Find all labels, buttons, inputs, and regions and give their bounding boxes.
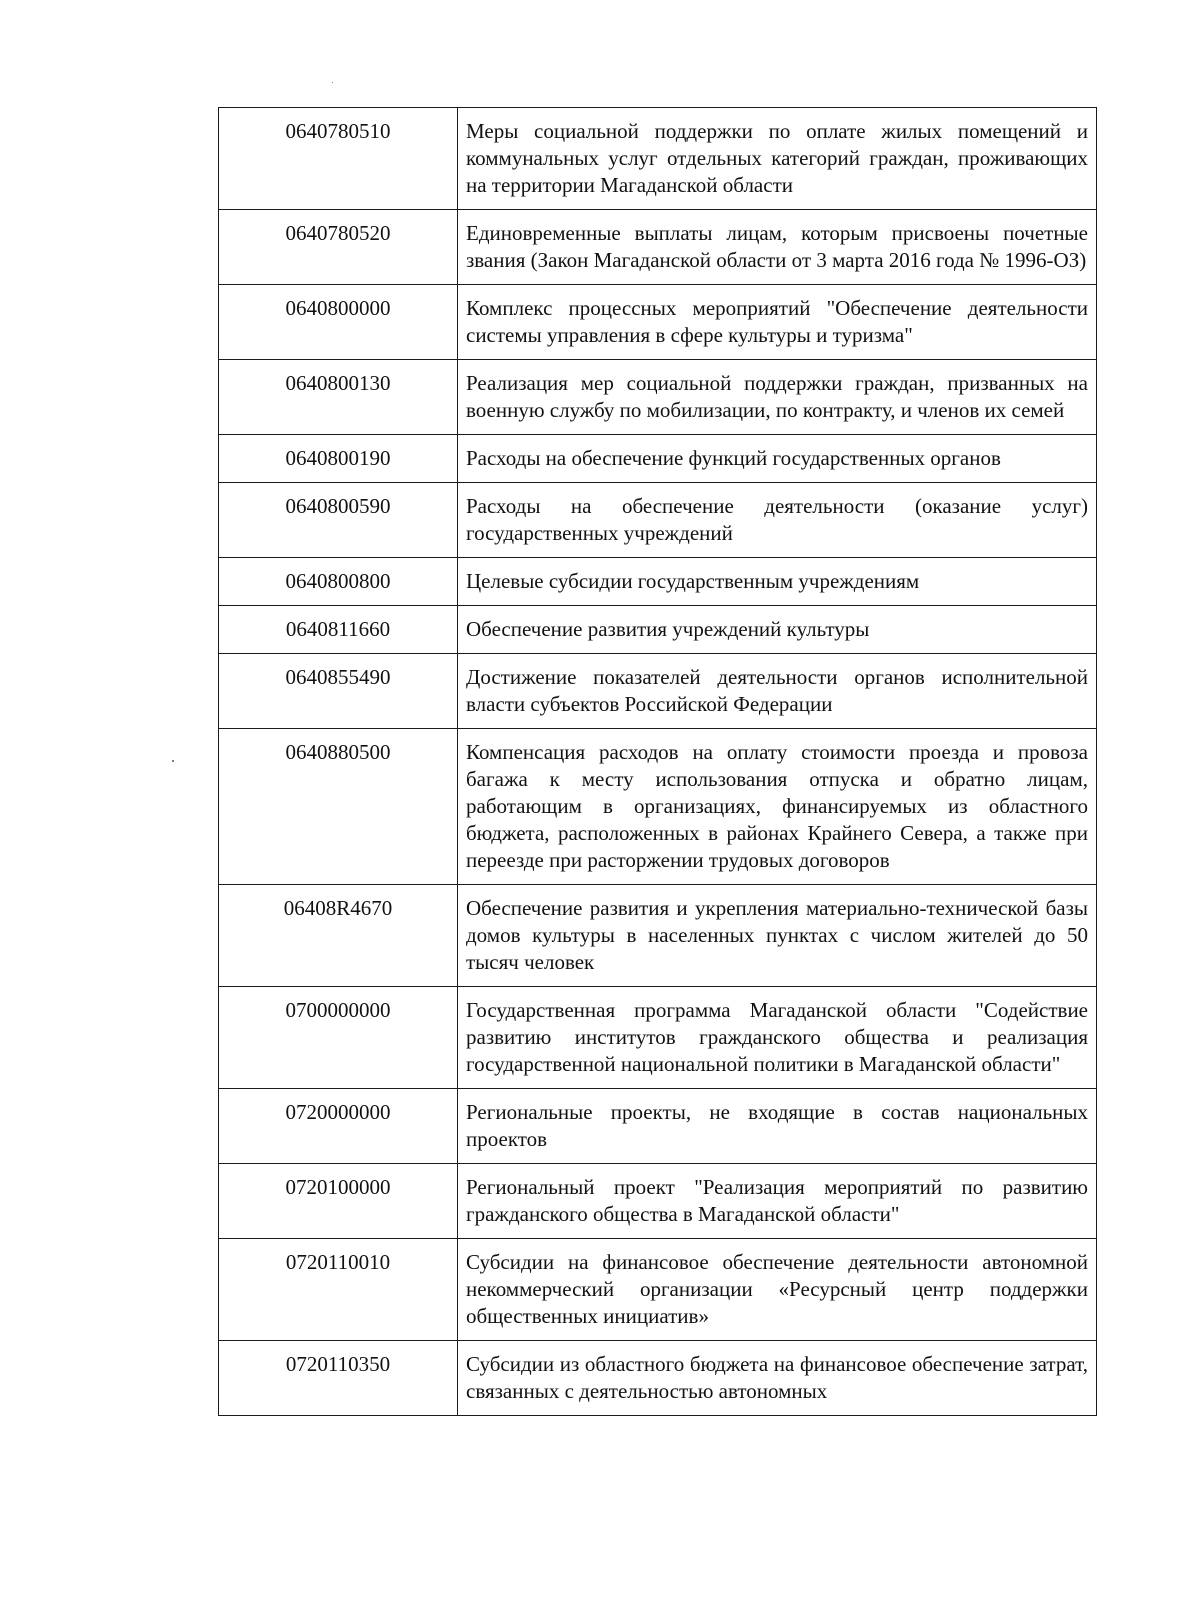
row-code: 0640800800	[219, 558, 458, 606]
row-code: 0640780510	[219, 108, 458, 210]
row-description: Государственная программа Магаданской области "Содействие развитию институтов гражданского общества и реализация государственной национальной политики в Магаданской области"	[458, 987, 1097, 1089]
row-code: 0700000000	[219, 987, 458, 1089]
table-row	[219, 1341, 1097, 1416]
row-description: Региональный проект "Реализация мероприятий по развитию гражданского общества в Магаданской области"	[458, 1164, 1097, 1239]
row-description: Обеспечение развития и укрепления материально-технической базы домов культуры в населенных пунктах с числом жителей до 50 тысяч человек	[458, 885, 1097, 987]
row-description: Достижение показателей деятельности органов исполнительной власти субъектов Российской Федерации	[458, 654, 1097, 729]
row-code: 0720100000	[219, 1164, 458, 1239]
row-code: 0720000000	[219, 1089, 458, 1164]
budget-classification-table	[218, 107, 1097, 1416]
table-row	[219, 1239, 1097, 1341]
row-code: 0640800190	[219, 435, 458, 483]
row-description: Целевые субсидии государственным учреждениям	[458, 558, 1097, 606]
row-code: 0640800130	[219, 360, 458, 435]
row-description: Обеспечение развития учреждений культуры	[458, 606, 1097, 654]
table-row	[219, 360, 1097, 435]
scan-speck	[172, 760, 174, 762]
row-code: 0640780520	[219, 210, 458, 285]
row-description: Компенсация расходов на оплату стоимости проезда и провоза багажа к месту использования отпуска и обратно лицам, работающим в организациях, финансируемых из областного бюджета, расположенных в районах Крайнего Севера, а также при переезде при расторжении трудовых договоров	[458, 729, 1097, 885]
row-description: Меры социальной поддержки по оплате жилых помещений и коммунальных услуг отдельных категорий граждан, проживающих на территории Магаданской области	[458, 108, 1097, 210]
row-code: 0640880500	[219, 729, 458, 885]
row-description: Расходы на обеспечение функций государственных органов	[458, 435, 1097, 483]
row-code: 06408R4670	[219, 885, 458, 987]
table-row	[219, 483, 1097, 558]
table-row	[219, 435, 1097, 483]
row-description: Расходы на обеспечение деятельности (оказание услуг) государственных учреждений	[458, 483, 1097, 558]
table-row	[219, 558, 1097, 606]
row-code: 0640811660	[219, 606, 458, 654]
row-description: Единовременные выплаты лицам, которым присвоены почетные звания (Закон Магаданской области от 3 марта 2016 года № 1996-ОЗ)	[458, 210, 1097, 285]
row-code: 0720110350	[219, 1341, 458, 1416]
table-row	[219, 606, 1097, 654]
row-code: 0640800590	[219, 483, 458, 558]
table-row	[219, 987, 1097, 1089]
row-description: Реализация мер социальной поддержки граждан, призванных на военную службу по мобилизации, по контракту, и членов их семей	[458, 360, 1097, 435]
row-code: 0720110010	[219, 1239, 458, 1341]
table-row	[219, 729, 1097, 885]
row-description: Региональные проекты, не входящие в состав национальных проектов	[458, 1089, 1097, 1164]
table-body	[219, 108, 1097, 1416]
table-row	[219, 210, 1097, 285]
row-code: 0640855490	[219, 654, 458, 729]
table-row	[219, 108, 1097, 210]
table-row	[219, 654, 1097, 729]
row-description: Субсидии из областного бюджета на финансовое обеспечение затрат, связанных с деятельностью автономных	[458, 1341, 1097, 1416]
scan-speck	[332, 82, 333, 83]
table-row	[219, 885, 1097, 987]
row-description: Субсидии на финансовое обеспечение деятельности автономной некоммерческий организации «Ресурсный центр поддержки общественных инициатив»	[458, 1239, 1097, 1341]
row-description: Комплекс процессных мероприятий "Обеспечение деятельности системы управления в сфере культуры и туризма"	[458, 285, 1097, 360]
row-code: 0640800000	[219, 285, 458, 360]
table-row	[219, 1089, 1097, 1164]
table-row	[219, 1164, 1097, 1239]
table-row	[219, 285, 1097, 360]
